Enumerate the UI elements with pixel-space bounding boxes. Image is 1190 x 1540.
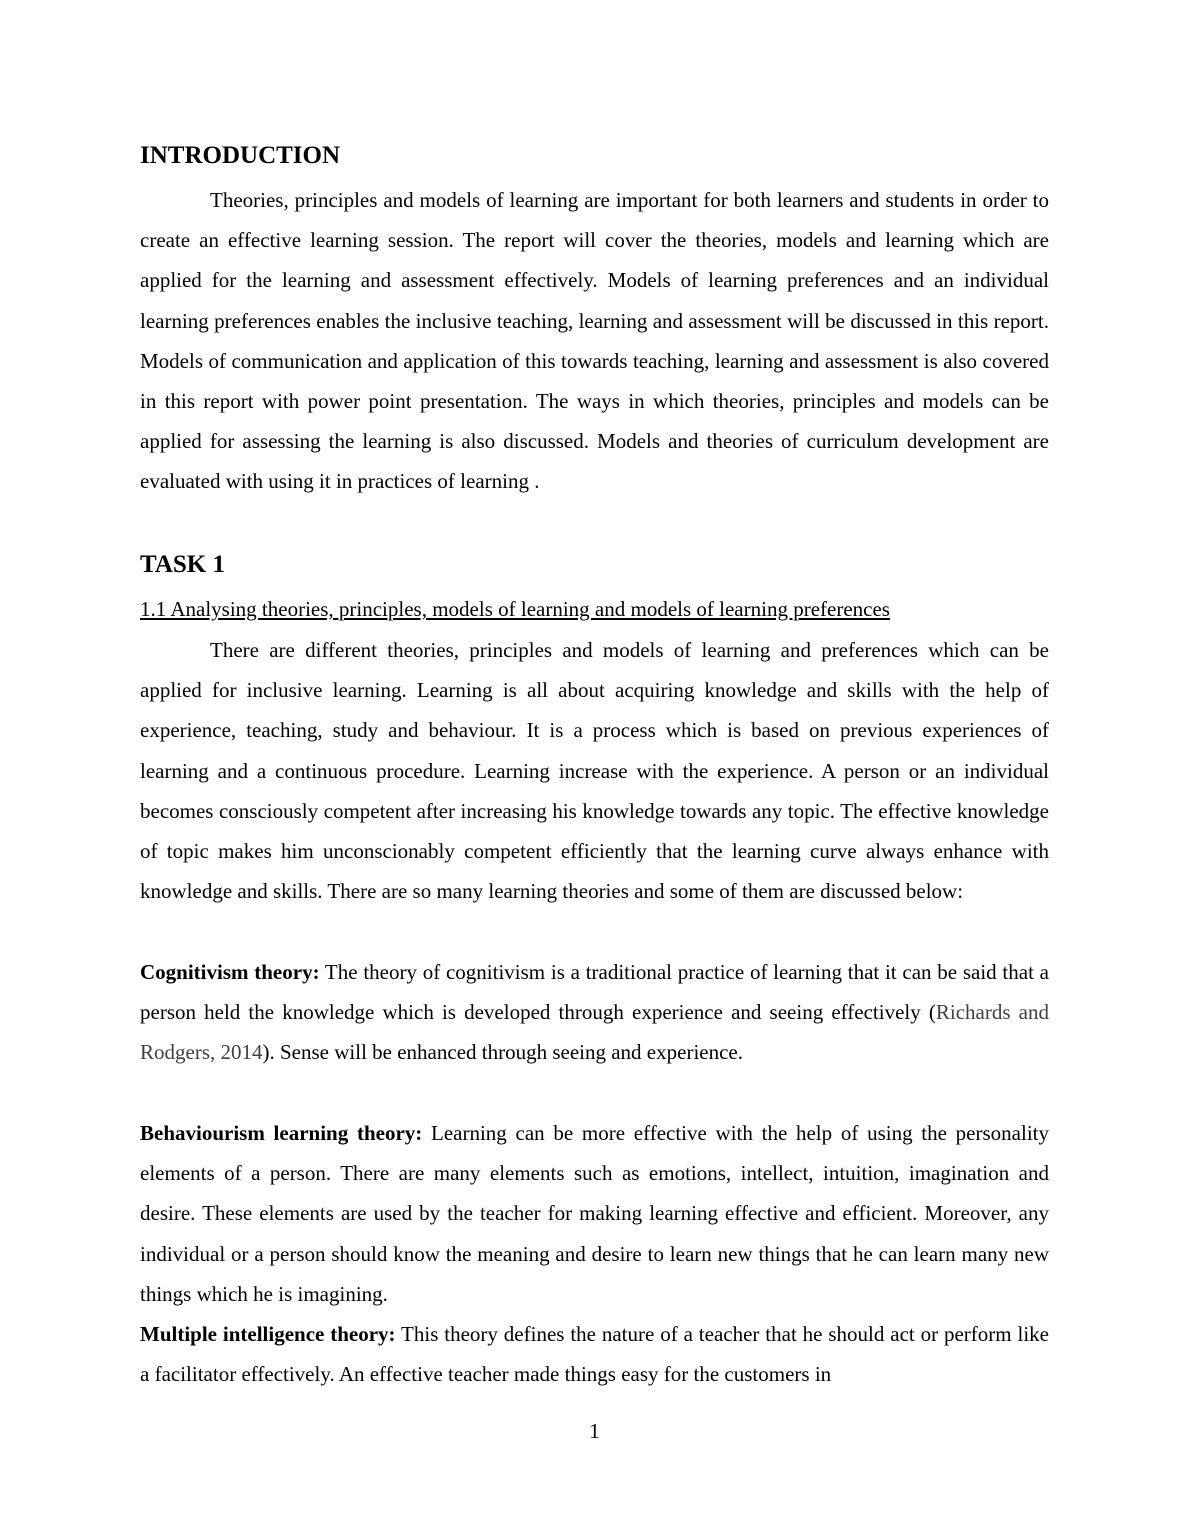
multiple-intelligence-term: Multiple intelligence theory:: [140, 1322, 396, 1346]
task1-subheading: 1.1 Analysing theories, principles, models of learning and models of learning preferences: [140, 597, 890, 621]
multiple-intelligence-text: This theory defines the nature of a teacher that he should act or perform like a facilitator effectively. An effective teacher made things easy for the customers in: [140, 1322, 1049, 1387]
cognitivism-paragraph: [140, 952, 1049, 1073]
task1-heading: TASK 1: [140, 551, 225, 578]
introduction-heading: INTRODUCTION: [140, 142, 341, 169]
cognitivism-text-end: ). Sense will be enhanced through seeing and experience.: [262, 1040, 743, 1065]
behaviourism-paragraph: [140, 1113, 1049, 1314]
behaviourism-text: Learning can be more effective with the help of using the personality elements of a person. There are many elements such as emotions, intellect, intuition, imagination and desire. These elements are used by the teacher for making learning effective and efficient. Moreover, any individual or a person should know the meaning and desire to learn new things that he can learn many new things which he is imagining.: [140, 1121, 1049, 1306]
introduction-paragraph: Theories, principles and models of learning are important for both learners and students in order to create an effective learning session. The report will cover the theories, models and learning which are applied for the learning and assessment effectively. Models of learning preferences and an individual learning preferences enables the inclusive teaching, learning and assessment will be discussed in this report. Models of communication and application of this towards teaching, learning and assessment is also covered in this report with power point presentation. The ways in which theories, principles and models can be applied for assessing the learning is also discussed. Models and theories of curriculum development are evaluated with using it in practices of learning .: [140, 188, 1049, 494]
behaviourism-term: Behaviourism learning theory:: [140, 1121, 423, 1145]
cognitivism-citation: Richards and Rodgers, 2014: [140, 1000, 1049, 1065]
cognitivism-text: The theory of cognitivism is a traditional practice of learning that it can be said that a person held the knowledge which is developed through experience and seeing effectively (: [140, 960, 1049, 1025]
multiple-intelligence-paragraph: [140, 1314, 1049, 1394]
task1-intro-paragraph: There are different theories, principles and models of learning and preferences which can be applied for inclusive learning. Learning is all about acquiring knowledge and skills with the help of experience, teaching, study and behaviour. It is a process which is based on previous experiences of learning and a continuous procedure. Learning increase with the experience. A person or an individual becomes consciously competent after increasing his knowledge towards any topic. The effective knowledge of topic makes him unconscionably competent efficiently that the learning curve always enhance with knowledge and skills. There are so many learning theories and some of them are discussed below:: [140, 638, 1049, 904]
page-number: 1: [589, 1419, 600, 1443]
cognitivism-term: Cognitivism theory:: [140, 960, 320, 984]
document-page: [140, 0, 1049, 1540]
